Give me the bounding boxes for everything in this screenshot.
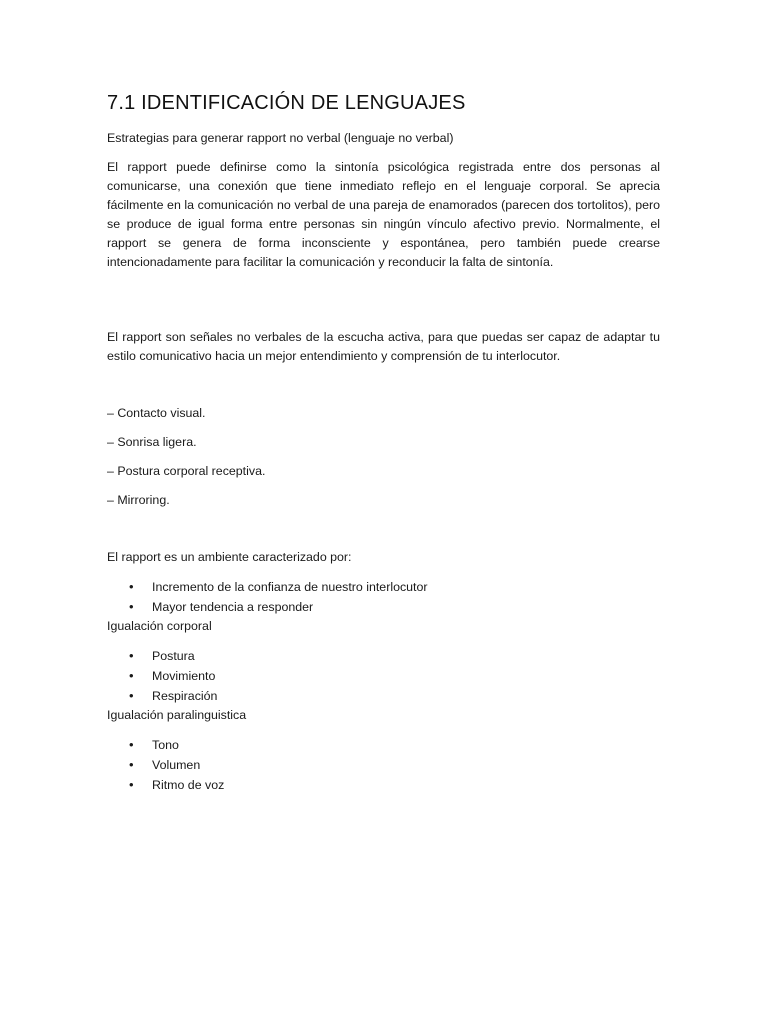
document-page [107,92,660,795]
bullet-icon: • [129,737,134,752]
list-item-text: Movimiento [152,669,216,683]
subtitle: Estrategias para generar rapport no verbal (lenguaje no verbal) [107,131,454,145]
bullet-icon: • [129,668,134,683]
list-item-text: Mayor tendencia a responder [152,600,314,614]
bullet-icon: • [129,648,134,663]
intro-paragraph: El rapport puede definirse como la sintonía psicológica registrada entre dos personas al comunicarse, una conexión que tiene inmediato reflejo en el lenguaje corporal. Se aprecia fácilmente en la comunicación no verbal de una pareja de enamorados (parecen dos tortolitos), pero se produce de igual forma entre personas sin ningún vínculo afectivo previo. Normalmente, el rapport se genera de forma inconsciente y espontánea, pero también puede crearse intencionadamente para facilitar la comunicación y reconducir la falta de sintonía. [107,160,660,269]
list-item [127,597,660,617]
list-item-text: Tono [152,738,179,752]
corporal-list [107,646,660,706]
bullet-icon: • [129,688,134,703]
list-item-text: Volumen [152,758,201,772]
ambiente-label: El rapport es un ambiente caracterizado por: [107,550,352,564]
bullet-icon: • [129,599,134,614]
corporal-label: Igualación corporal [107,619,212,633]
dash-item-mirroring: – Mirroring. [107,493,170,507]
bullet-icon: • [129,579,134,594]
dash-item-postura: – Postura corporal receptiva. [107,464,266,478]
list-item [127,577,660,597]
list-item [127,775,660,795]
ambiente-list [107,577,660,617]
paralinguistica-list [107,735,660,795]
list-item-text: Incremento de la confianza de nuestro interlocutor [152,580,428,594]
list-item-text: Respiración [152,689,218,703]
list-item [127,646,660,666]
bullet-icon: • [129,777,134,792]
dash-list [107,404,660,510]
list-item [127,666,660,686]
paralinguistica-label: Igualación paralinguistica [107,708,247,722]
list-item [127,735,660,755]
rapport-paragraph: El rapport son señales no verbales de la escucha activa, para que puedas ser capaz de adaptar tu estilo comunicativo hacia un mejor entendimiento y comprensión de tu interlocutor. [107,330,660,363]
dash-item-sonrisa: – Sonrisa ligera. [107,435,197,449]
dash-item-contacto: – Contacto visual. [107,406,206,420]
list-item [127,686,660,706]
bullet-icon: • [129,757,134,772]
list-item [127,755,660,775]
list-item-text: Postura [152,649,195,663]
list-item-text: Ritmo de voz [152,778,225,792]
page-title: 7.1 IDENTIFICACIÓN DE LENGUAJES [107,92,466,114]
